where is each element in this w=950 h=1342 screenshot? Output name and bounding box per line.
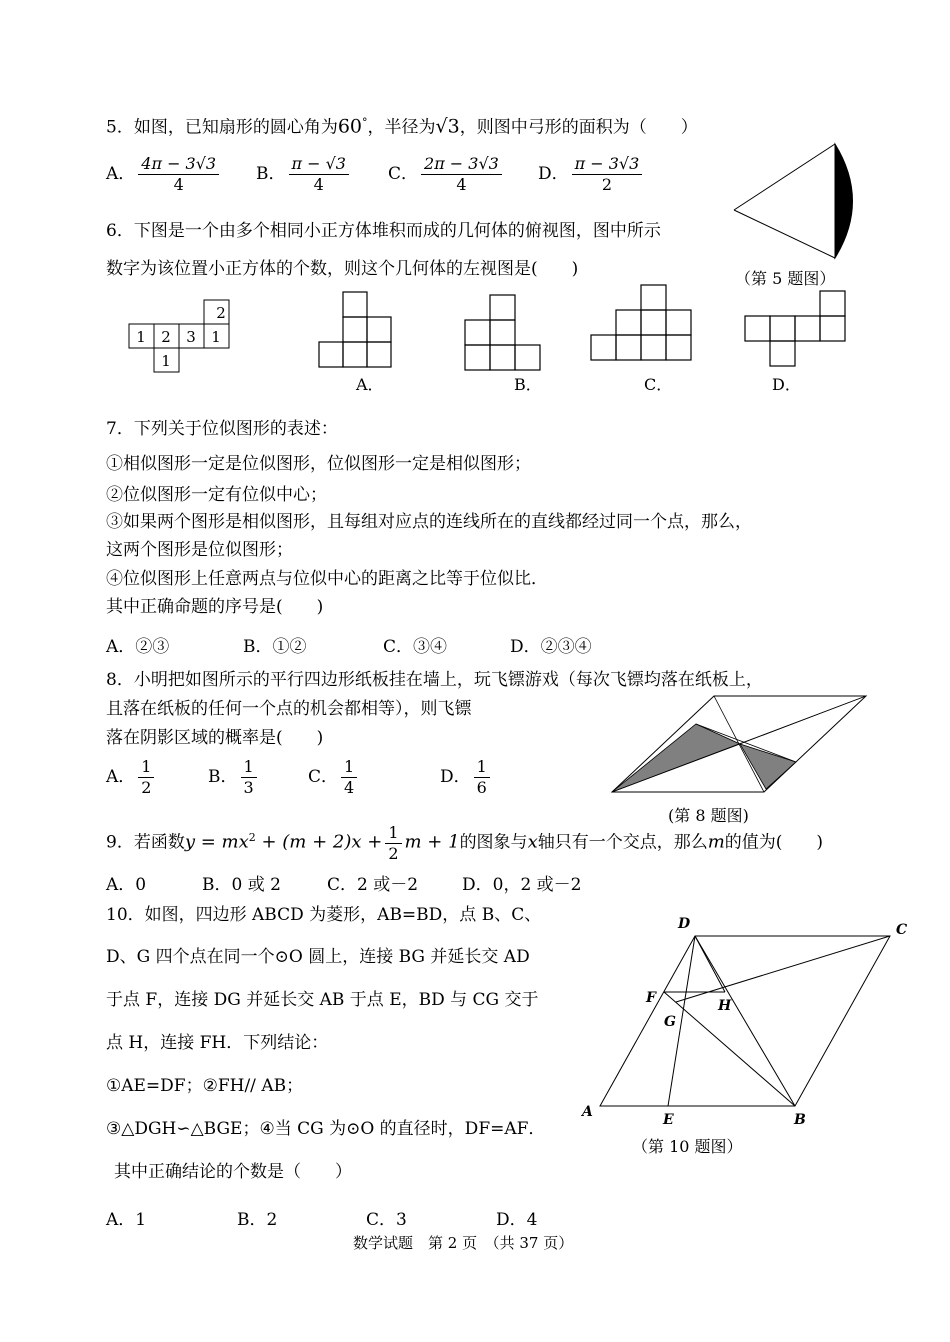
q10-line2: D、G 四个点在同一个⊙O 圆上，连接 BG 并延长交 AD <box>106 947 530 967</box>
q6-option-c-figure <box>590 284 695 364</box>
q9-func-a: y = mx <box>184 831 249 853</box>
q6-option-b-label: B． <box>514 375 542 394</box>
q8-option-c-label: C． <box>308 767 339 787</box>
q5-option-a-den: 4 <box>173 175 184 194</box>
q10-caption: （第 10 题图） <box>632 1137 743 1156</box>
q6-option-d-figure <box>744 290 849 370</box>
q5-option-c <box>388 154 505 195</box>
q5-segment <box>835 144 853 258</box>
q5-option-b-den: 4 <box>313 175 324 194</box>
q5-option-b-label: B． <box>256 164 286 184</box>
q10-line7: 其中正确结论的个数是（ ） <box>114 1162 352 1182</box>
q5-option-a-label: A． <box>106 164 136 184</box>
q6-line2: 数字为该位置小正方体的个数，则这个几何体的左视图是( ) <box>106 259 579 279</box>
q8-shade-left <box>612 724 740 792</box>
q6-top-view <box>126 298 236 378</box>
q8-option-c <box>308 757 360 798</box>
q5-option-b-num: π − √3 <box>289 154 349 175</box>
q7-stem: 7．下列关于位似图形的表述： <box>106 419 338 439</box>
q6-option-a-figure <box>318 290 398 370</box>
q5-radius: √3 <box>435 115 460 138</box>
q5-radius-top <box>734 144 835 210</box>
q9-pre: 9．若函数 <box>106 832 185 853</box>
q5-option-d-den: 2 <box>601 175 613 194</box>
q10-label-D: D <box>678 916 691 932</box>
q8-option-a-den: 2 <box>141 778 152 797</box>
q9-sq: 2 <box>248 831 256 844</box>
q8-option-b-den: 3 <box>243 778 254 797</box>
q10-line1: 10．如图，四边形 ABCD 为菱形，AB=BD，点 B、C、 <box>106 905 542 925</box>
q8-option-b-label: B． <box>208 767 238 787</box>
q10-option-d: D．4 <box>496 1210 538 1230</box>
q5-option-c-label: C． <box>388 164 419 184</box>
q8-option-a-label: A． <box>106 767 136 787</box>
q6-option-b-figure <box>465 294 545 374</box>
q10-label-C: C <box>896 922 908 938</box>
q5-stem-a: 5．如图，已知扇形的圆心角为 <box>106 117 338 138</box>
q9-func-c: m + 1 <box>404 831 460 853</box>
page-footer: 数学试题 第 2 页 （共 37 页） <box>353 1234 574 1252</box>
q8-option-b <box>208 757 260 798</box>
q5-option-a-num: 4π − 3√3 <box>138 154 219 175</box>
q10-figure <box>578 910 918 1130</box>
q5-stem-b: ，半径为 <box>367 117 436 138</box>
q9-stem <box>106 814 823 867</box>
q9-option-c: C．2 或－2 <box>327 875 419 895</box>
q8-option-b-num: 1 <box>241 757 257 778</box>
q8-shade-right <box>740 744 796 789</box>
q6-grid-num-2: 1 <box>136 328 146 346</box>
q8-option-d <box>440 757 493 798</box>
q5-figure <box>730 140 860 265</box>
q7-statement-1: ①相似图形一定是位似图形，位似图形一定是相似图形； <box>106 454 531 474</box>
q5-stem <box>106 112 698 139</box>
q5-option-d-label: D． <box>538 164 569 184</box>
q7-option-b: B．①② <box>243 637 307 657</box>
q5-caption: （第 5 题图） <box>735 269 836 288</box>
q5-stem-c: ，则图中弓形的面积为（ ） <box>459 117 698 138</box>
q10-option-c: C．3 <box>366 1210 407 1230</box>
q5-angle: 60 <box>337 115 363 138</box>
q5-option-c-num: 2π − 3√3 <box>421 154 502 175</box>
q10-label-B: B <box>794 1112 806 1128</box>
q6-grid-num-5: 1 <box>211 328 221 346</box>
q7-option-d: D．②③④ <box>510 637 592 657</box>
q10-label-E: E <box>663 1112 674 1128</box>
q8-figure <box>612 694 872 796</box>
q8-option-d-label: D． <box>440 767 471 787</box>
q9-x: x <box>527 831 538 853</box>
q10-option-b: B．2 <box>237 1210 278 1230</box>
q10-DH <box>695 936 725 992</box>
q8-option-c-den: 4 <box>344 778 355 797</box>
q8-caption: (第 8 题图) <box>668 806 749 825</box>
q6-grid-num-4: 3 <box>186 328 196 346</box>
q9-m: m <box>707 831 725 853</box>
q7-option-a: A．②③ <box>106 637 170 657</box>
q7-ask: 其中正确命题的序号是( ) <box>106 597 324 617</box>
q6-grid-num-3: 2 <box>161 328 171 346</box>
q9-option-b: B．0 或 2 <box>202 875 281 895</box>
q9-option-d: D．0，2 或－2 <box>462 875 582 895</box>
q6-option-d-label: D． <box>772 375 801 394</box>
q9-func-b: + (m + 2)x + <box>255 831 383 853</box>
q6-grid-num-6: 1 <box>161 352 171 370</box>
q9-option-a: A．0 <box>106 875 147 895</box>
q6-grid-num-1: 2 <box>216 304 226 322</box>
q8-line3: 落在阴影区域的概率是( ) <box>106 728 324 748</box>
q8-option-d-num: 1 <box>474 757 490 778</box>
q7-option-c: C．③④ <box>383 637 448 657</box>
q10-option-a: A．1 <box>106 1210 147 1230</box>
q7-statement-3a: ③如果两个图形是相似图形，且每组对应点的连线所在的直线都经过同一个点，那么， <box>106 512 752 532</box>
q9-post-c: 的值为( ) <box>724 832 824 853</box>
q7-statement-4: ④位似图形上任意两点与位似中心的距离之比等于位似比． <box>106 569 548 589</box>
q5-option-c-den: 4 <box>456 175 467 194</box>
q9-post-b: 轴只有一个交点，那么 <box>537 832 708 853</box>
q5-option-a <box>106 154 222 195</box>
q8-option-a <box>106 757 157 798</box>
q5-radius-bottom <box>734 210 835 258</box>
q10-label-A: A <box>582 1104 593 1120</box>
q7-statement-2: ②位似图形一定有位似中心； <box>106 485 327 505</box>
q5-deg: ° <box>362 116 368 129</box>
q10-label-F: F <box>646 990 656 1006</box>
q10-line4: 点 H，连接 FH．下列结论： <box>106 1033 329 1053</box>
q8-line-4 <box>740 696 866 744</box>
q5-option-d <box>538 154 645 195</box>
q9-half-den: 2 <box>388 843 399 863</box>
q7-statement-3b: 这两个图形是位似图形； <box>106 540 293 560</box>
q10-label-G: G <box>664 1014 676 1030</box>
q6-option-a-label: A． <box>356 375 384 394</box>
q10-BD <box>695 936 795 1106</box>
q10-line6: ③△DGH∽△BGE；④当 CG 为⊙O 的直径时，DF=AF． <box>106 1119 546 1139</box>
q9-post-a: 的图象与 <box>459 832 528 853</box>
q9-half-num: 1 <box>385 823 401 844</box>
q6-option-c-label: C． <box>644 375 673 394</box>
q8-line2: 且落在纸板的任何一个点的机会都相等），则飞镖 <box>106 699 472 719</box>
q8-line1: 8．小明把如图所示的平行四边形纸板挂在墙上，玩飞镖游戏（每次飞镖均落在纸板上， <box>106 670 763 690</box>
q10-label-H: H <box>718 998 732 1014</box>
q8-option-c-num: 1 <box>341 757 357 778</box>
q10-line3: 于点 F，连接 DG 并延长交 AB 于点 E，BD 与 CG 交于 <box>106 990 539 1010</box>
q6-line1: 6．下图是一个由多个相同小正方体堆积而成的几何体的俯视图，图中所示 <box>106 221 661 241</box>
q10-line5: ①AE=DF；②FH// AB； <box>106 1076 304 1096</box>
q5-option-b <box>256 154 352 195</box>
q5-option-d-num: π − 3√3 <box>572 154 643 175</box>
q8-option-a-num: 1 <box>138 757 154 778</box>
q8-option-d-den: 6 <box>476 778 487 797</box>
